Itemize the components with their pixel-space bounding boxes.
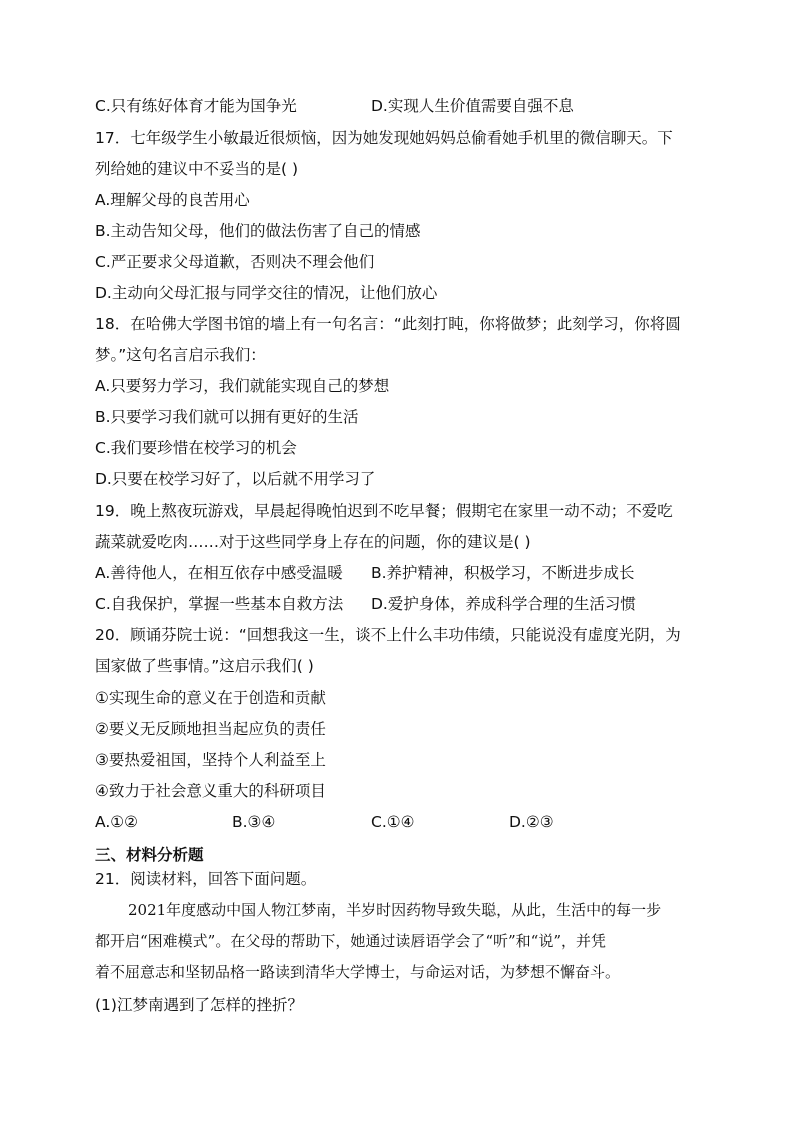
q18-option-a: A.只要努力学习，我们就能实现自己的梦想 (95, 377, 390, 395)
q20-option-c: C.①④ (371, 813, 415, 831)
material-line3: 着不屈意志和坚韧品格一路读到清华大学博士，与命运对话，为梦想不懈奋斗。 (95, 963, 621, 981)
q19-option-b: B.养护精神，积极学习，不断进步成长 (371, 564, 635, 582)
q20-option-a: A.①② (95, 813, 139, 831)
q19-option-a: A.善待他人，在相互依存中感受温暖 (95, 564, 343, 582)
q18-option-b: B.只要学习我们就可以拥有更好的生活 (95, 408, 359, 426)
q20-item-1: ①实现生命的意义在于创造和贡献 (95, 689, 326, 707)
q21-sub-question-1: (1)江梦南遇到了怎样的挫折？ (95, 996, 303, 1014)
q19-option-d: D.爱护身体，养成科学合理的生活习惯 (371, 595, 636, 613)
q17-option-a: A.理解父母的良苦用心 (95, 191, 250, 209)
q20-option-b: B.③④ (232, 813, 276, 831)
material-line2: 都开启“困难模式”。在父母的帮助下，她通过读唇语学会了“听”和“说”，并凭 (95, 932, 607, 950)
q18-stem-line2: 梦。”这句名言启示我们： (95, 346, 266, 364)
q17-option-d: D.主动向父母汇报与同学交往的情况，让他们放心 (95, 284, 438, 302)
q20-stem-line2: 国家做了些事情。”这启示我们( ) (95, 657, 314, 675)
q21-stem: 21．阅读材料，回答下面问题。 (95, 870, 317, 888)
q20-stem-line1: 20．顾诵芬院士说：“回想我这一生，谈不上什么丰功伟绩，只能说没有虚度光阴，为 (95, 626, 681, 644)
material-line1: 2021年度感动中国人物江梦南，半岁时因药物导致失聪，从此，生活中的每一步 (128, 901, 662, 919)
q16-option-c: C.只有练好体育才能为国争光 (95, 97, 297, 115)
q18-option-c: C.我们要珍惜在校学习的机会 (95, 439, 297, 457)
q20-item-3: ③要热爱祖国，坚持个人利益至上 (95, 751, 326, 769)
q17-stem-line2: 列给她的建议中不妥当的是( ) (95, 160, 299, 178)
section-title: 三、材料分析题 (95, 846, 204, 864)
q20-item-2: ②要义无反顾地担当起应负的责任 (95, 720, 326, 738)
q19-stem-line1: 19．晚上熬夜玩游戏，早晨起得晚怕迟到不吃早餐；假期宅在家里一动不动；不爱吃 (95, 502, 673, 520)
q20-item-4: ④致力于社会意义重大的科研项目 (95, 782, 326, 800)
q18-option-d: D.只要在校学习好了，以后就不用学习了 (95, 470, 376, 488)
q19-option-c: C.自我保护，掌握一些基本自救方法 (95, 595, 344, 613)
q19-stem-line2: 蔬菜就爱吃肉……对于这些同学身上存在的问题，你的建议是( ) (95, 533, 531, 551)
q18-stem-line1: 18．在哈佛大学图书馆的墙上有一句名言：“此刻打盹，你将做梦；此刻学习，你将圆 (95, 315, 681, 333)
q17-option-b: B.主动告知父母，他们的做法伤害了自己的情感 (95, 222, 421, 240)
q16-option-d: D.实现人生价值需要自强不息 (371, 97, 574, 115)
q20-option-d: D.②③ (509, 813, 554, 831)
q17-stem-line1: 17．七年级学生小敏最近很烦恼，因为她发现她妈妈总偷看她手机里的微信聊天。下 (95, 129, 673, 147)
q17-option-c: C.严正要求父母道歉，否则决不理会他们 (95, 253, 375, 271)
